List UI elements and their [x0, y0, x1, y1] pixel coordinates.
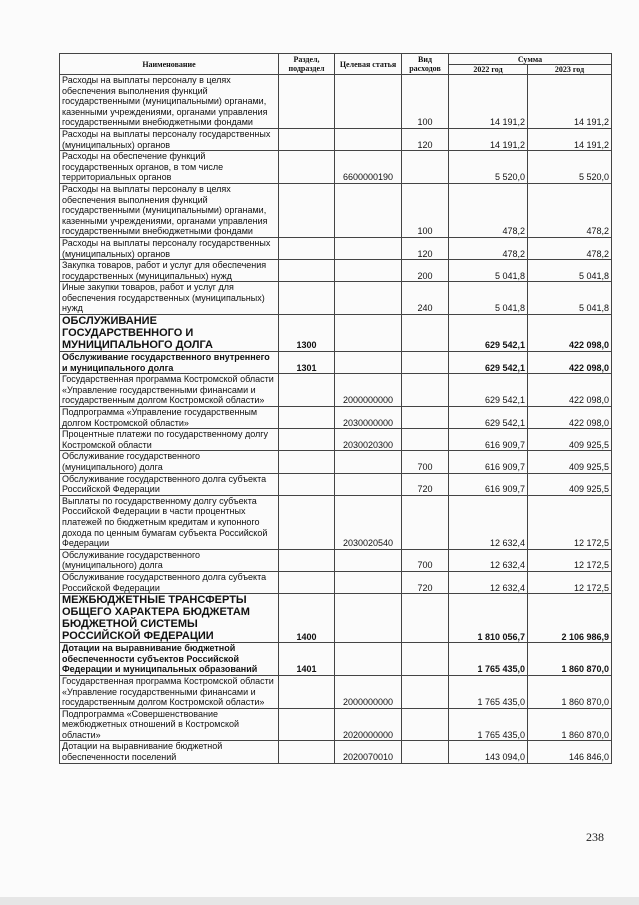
cell-name: Обслуживание государственного долга субъекта Российской Федерации — [60, 571, 279, 593]
cell-sum-2022: 12 632,4 — [449, 549, 528, 571]
cell-sum-2023: 14 191,2 — [528, 128, 612, 150]
cell-vid-raskhodov — [402, 741, 449, 763]
table-row — [60, 495, 612, 549]
cell-vid-raskhodov: 720 — [402, 473, 449, 495]
cell-name: Подпрограмма «Совершенствование межбюджетных отношений в Костромской области» — [60, 708, 279, 741]
cell-vid-raskhodov: 200 — [402, 260, 449, 282]
cell-name: Дотации на выравнивание бюджетной обеспеченности поселений — [60, 741, 279, 763]
cell-sum-2023: 1 860 870,0 — [528, 708, 612, 741]
cell-celevaya-statya — [335, 594, 402, 643]
table-row — [60, 643, 612, 676]
cell-celevaya-statya — [335, 571, 402, 593]
cell-sum-2022: 1 765 435,0 — [449, 643, 528, 676]
cell-sum-2023: 409 925,5 — [528, 451, 612, 473]
cell-sum-2023: 1 860 870,0 — [528, 675, 612, 708]
cell-sum-2022: 616 909,7 — [449, 473, 528, 495]
header-name: Наименование — [60, 54, 279, 75]
cell-sum-2022: 12 632,4 — [449, 571, 528, 593]
cell-celevaya-statya — [335, 315, 402, 352]
cell-vid-raskhodov: 120 — [402, 237, 449, 259]
cell-sum-2022: 14 191,2 — [449, 128, 528, 150]
cell-razdel — [279, 282, 335, 315]
cell-celevaya-statya: 2020070010 — [335, 741, 402, 763]
cell-sum-2022: 5 520,0 — [449, 151, 528, 184]
cell-razdel — [279, 75, 335, 129]
header-summa: Сумма — [449, 54, 612, 65]
table-row — [60, 594, 612, 643]
cell-razdel: 1400 — [279, 594, 335, 643]
cell-razdel: 1301 — [279, 352, 335, 374]
table-row — [60, 571, 612, 593]
cell-celevaya-statya: 2030000000 — [335, 407, 402, 429]
cell-razdel — [279, 473, 335, 495]
cell-sum-2023: 422 098,0 — [528, 315, 612, 352]
cell-vid-raskhodov — [402, 675, 449, 708]
cell-sum-2023: 5 041,8 — [528, 260, 612, 282]
cell-vid-raskhodov — [402, 315, 449, 352]
cell-razdel — [279, 429, 335, 451]
cell-name: ОБСЛУЖИВАНИЕ ГОСУДАРСТВЕННОГО И МУНИЦИПАЛЬНОГО ДОЛГА — [60, 315, 279, 352]
cell-vid-raskhodov — [402, 643, 449, 676]
table-row — [60, 128, 612, 150]
cell-vid-raskhodov: 100 — [402, 183, 449, 237]
cell-vid-raskhodov: 720 — [402, 571, 449, 593]
header-vid: Вид расходов — [402, 54, 449, 75]
cell-celevaya-statya — [335, 237, 402, 259]
cell-name: Обслуживание государственного долга субъекта Российской Федерации — [60, 473, 279, 495]
table-header — [60, 54, 612, 75]
cell-sum-2022: 5 041,8 — [449, 282, 528, 315]
cell-vid-raskhodov — [402, 708, 449, 741]
cell-sum-2022: 478,2 — [449, 237, 528, 259]
cell-name: Расходы на выплаты персоналу в целях обеспечения выполнения функций государственными (муниципальными) органами, казенными учреждениями, органами управления государственными внебюджетными фондами — [60, 183, 279, 237]
cell-razdel — [279, 260, 335, 282]
cell-razdel — [279, 549, 335, 571]
cell-celevaya-statya — [335, 128, 402, 150]
cell-sum-2023: 12 172,5 — [528, 571, 612, 593]
table-row — [60, 282, 612, 315]
table-row — [60, 315, 612, 352]
cell-celevaya-statya: 2030020300 — [335, 429, 402, 451]
cell-name: Обслуживание государственного внутреннего и муниципального долга — [60, 352, 279, 374]
cell-celevaya-statya: 2000000000 — [335, 374, 402, 407]
cell-sum-2022: 1 765 435,0 — [449, 708, 528, 741]
cell-name: МЕЖБЮДЖЕТНЫЕ ТРАНСФЕРТЫ ОБЩЕГО ХАРАКТЕРА БЮДЖЕТАМ БЮДЖЕТНОЙ СИСТЕМЫ РОССИЙСКОЙ ФЕДЕРАЦИИ — [60, 594, 279, 643]
cell-celevaya-statya — [335, 75, 402, 129]
cell-razdel — [279, 407, 335, 429]
cell-name: Процентные платежи по государственному долгу Костромской области — [60, 429, 279, 451]
cell-vid-raskhodov: 700 — [402, 451, 449, 473]
cell-vid-raskhodov: 700 — [402, 549, 449, 571]
header-year-2023: 2023 год — [528, 65, 612, 75]
cell-name: Обслуживание государственного (муниципального) долга — [60, 549, 279, 571]
cell-vid-raskhodov — [402, 429, 449, 451]
cell-vid-raskhodov: 100 — [402, 75, 449, 129]
cell-sum-2023: 5 520,0 — [528, 151, 612, 184]
table-row — [60, 183, 612, 237]
cell-celevaya-statya — [335, 352, 402, 374]
cell-name: Государственная программа Костромской области «Управление государственными финансами и государственным долгом Костромской области» — [60, 675, 279, 708]
cell-sum-2022: 629 542,1 — [449, 315, 528, 352]
cell-celevaya-statya — [335, 549, 402, 571]
cell-sum-2022: 616 909,7 — [449, 451, 528, 473]
cell-celevaya-statya: 2020000000 — [335, 708, 402, 741]
cell-sum-2022: 629 542,1 — [449, 407, 528, 429]
cell-celevaya-statya — [335, 260, 402, 282]
table-row — [60, 151, 612, 184]
cell-name: Расходы на выплаты персоналу в целях обеспечения выполнения функций государственными (муниципальными) органами, казенными учреждениями, органами управления государственными внебюджетными фондами — [60, 75, 279, 129]
table-row — [60, 352, 612, 374]
table-row — [60, 549, 612, 571]
cell-sum-2022: 478,2 — [449, 183, 528, 237]
cell-razdel — [279, 374, 335, 407]
cell-sum-2022: 629 542,1 — [449, 352, 528, 374]
cell-vid-raskhodov — [402, 407, 449, 429]
cell-celevaya-statya — [335, 282, 402, 315]
cell-razdel: 1300 — [279, 315, 335, 352]
cell-sum-2023: 422 098,0 — [528, 407, 612, 429]
cell-vid-raskhodov — [402, 151, 449, 184]
cell-name: Государственная программа Костромской области «Управление государственными финансами и государственным долгом Костромской области» — [60, 374, 279, 407]
cell-name: Обслуживание государственного (муниципального) долга — [60, 451, 279, 473]
cell-razdel — [279, 708, 335, 741]
cell-name: Выплаты по государственному долгу субъекта Российской Федерации в части процентных платежей по бюджетным кредитам и купонного дохода по ценным бумагам субъекта Российской Федерации — [60, 495, 279, 549]
cell-razdel — [279, 183, 335, 237]
cell-vid-raskhodov — [402, 594, 449, 643]
table-row — [60, 75, 612, 129]
cell-celevaya-statya: 6600000190 — [335, 151, 402, 184]
cell-sum-2022: 14 191,2 — [449, 75, 528, 129]
cell-name: Расходы на выплаты персоналу государственных (муниципальных) органов — [60, 128, 279, 150]
cell-celevaya-statya: 2030020540 — [335, 495, 402, 549]
cell-sum-2023: 12 172,5 — [528, 495, 612, 549]
cell-sum-2022: 1 810 056,7 — [449, 594, 528, 643]
cell-sum-2023: 14 191,2 — [528, 75, 612, 129]
cell-razdel — [279, 675, 335, 708]
scan-bottom-edge — [0, 897, 639, 905]
cell-sum-2023: 409 925,5 — [528, 473, 612, 495]
table-row — [60, 451, 612, 473]
cell-razdel — [279, 128, 335, 150]
table-row — [60, 708, 612, 741]
table-row — [60, 260, 612, 282]
cell-celevaya-statya: 2000000000 — [335, 675, 402, 708]
page-number: 238 — [586, 830, 604, 844]
cell-sum-2023: 1 860 870,0 — [528, 643, 612, 676]
cell-sum-2023: 478,2 — [528, 183, 612, 237]
header-razdel: Раздел, подраздел — [279, 54, 335, 75]
table-row — [60, 237, 612, 259]
cell-razdel — [279, 495, 335, 549]
cell-name: Расходы на обеспечение функций государственных органов, в том числе территориальных органов — [60, 151, 279, 184]
cell-razdel — [279, 151, 335, 184]
cell-vid-raskhodov: 240 — [402, 282, 449, 315]
table-row — [60, 741, 612, 763]
cell-sum-2023: 422 098,0 — [528, 352, 612, 374]
cell-sum-2023: 12 172,5 — [528, 549, 612, 571]
cell-sum-2023: 422 098,0 — [528, 374, 612, 407]
cell-sum-2023: 409 925,5 — [528, 429, 612, 451]
cell-vid-raskhodov — [402, 374, 449, 407]
cell-name: Дотации на выравнивание бюджетной обеспеченности субъектов Российской Федерации и муниципальных образований — [60, 643, 279, 676]
cell-razdel — [279, 571, 335, 593]
cell-sum-2023: 2 106 986,9 — [528, 594, 612, 643]
cell-sum-2022: 1 765 435,0 — [449, 675, 528, 708]
cell-sum-2022: 143 094,0 — [449, 741, 528, 763]
cell-sum-2023: 478,2 — [528, 237, 612, 259]
cell-razdel — [279, 451, 335, 473]
header-celev: Целевая статья — [335, 54, 402, 75]
cell-sum-2023: 146 846,0 — [528, 741, 612, 763]
table-row — [60, 374, 612, 407]
cell-celevaya-statya — [335, 451, 402, 473]
table-row — [60, 407, 612, 429]
cell-vid-raskhodov: 120 — [402, 128, 449, 150]
table-body — [60, 75, 612, 764]
budget-table — [59, 53, 612, 764]
cell-name: Иные закупки товаров, работ и услуг для обеспечения государственных (муниципальных) нужд — [60, 282, 279, 315]
cell-razdel: 1401 — [279, 643, 335, 676]
cell-celevaya-statya — [335, 643, 402, 676]
cell-celevaya-statya — [335, 473, 402, 495]
cell-sum-2022: 12 632,4 — [449, 495, 528, 549]
cell-sum-2022: 629 542,1 — [449, 374, 528, 407]
cell-sum-2023: 5 041,8 — [528, 282, 612, 315]
table-row — [60, 473, 612, 495]
cell-vid-raskhodov — [402, 495, 449, 549]
cell-vid-raskhodov — [402, 352, 449, 374]
cell-razdel — [279, 237, 335, 259]
cell-name: Подпрограмма «Управление государственным долгом Костромской области» — [60, 407, 279, 429]
cell-name: Закупка товаров, работ и услуг для обеспечения государственных (муниципальных) нужд — [60, 260, 279, 282]
table-row — [60, 429, 612, 451]
header-year-2022: 2022 год — [449, 65, 528, 75]
cell-sum-2022: 616 909,7 — [449, 429, 528, 451]
cell-celevaya-statya — [335, 183, 402, 237]
table-row — [60, 675, 612, 708]
cell-razdel — [279, 741, 335, 763]
cell-sum-2022: 5 041,8 — [449, 260, 528, 282]
cell-name: Расходы на выплаты персоналу государственных (муниципальных) органов — [60, 237, 279, 259]
